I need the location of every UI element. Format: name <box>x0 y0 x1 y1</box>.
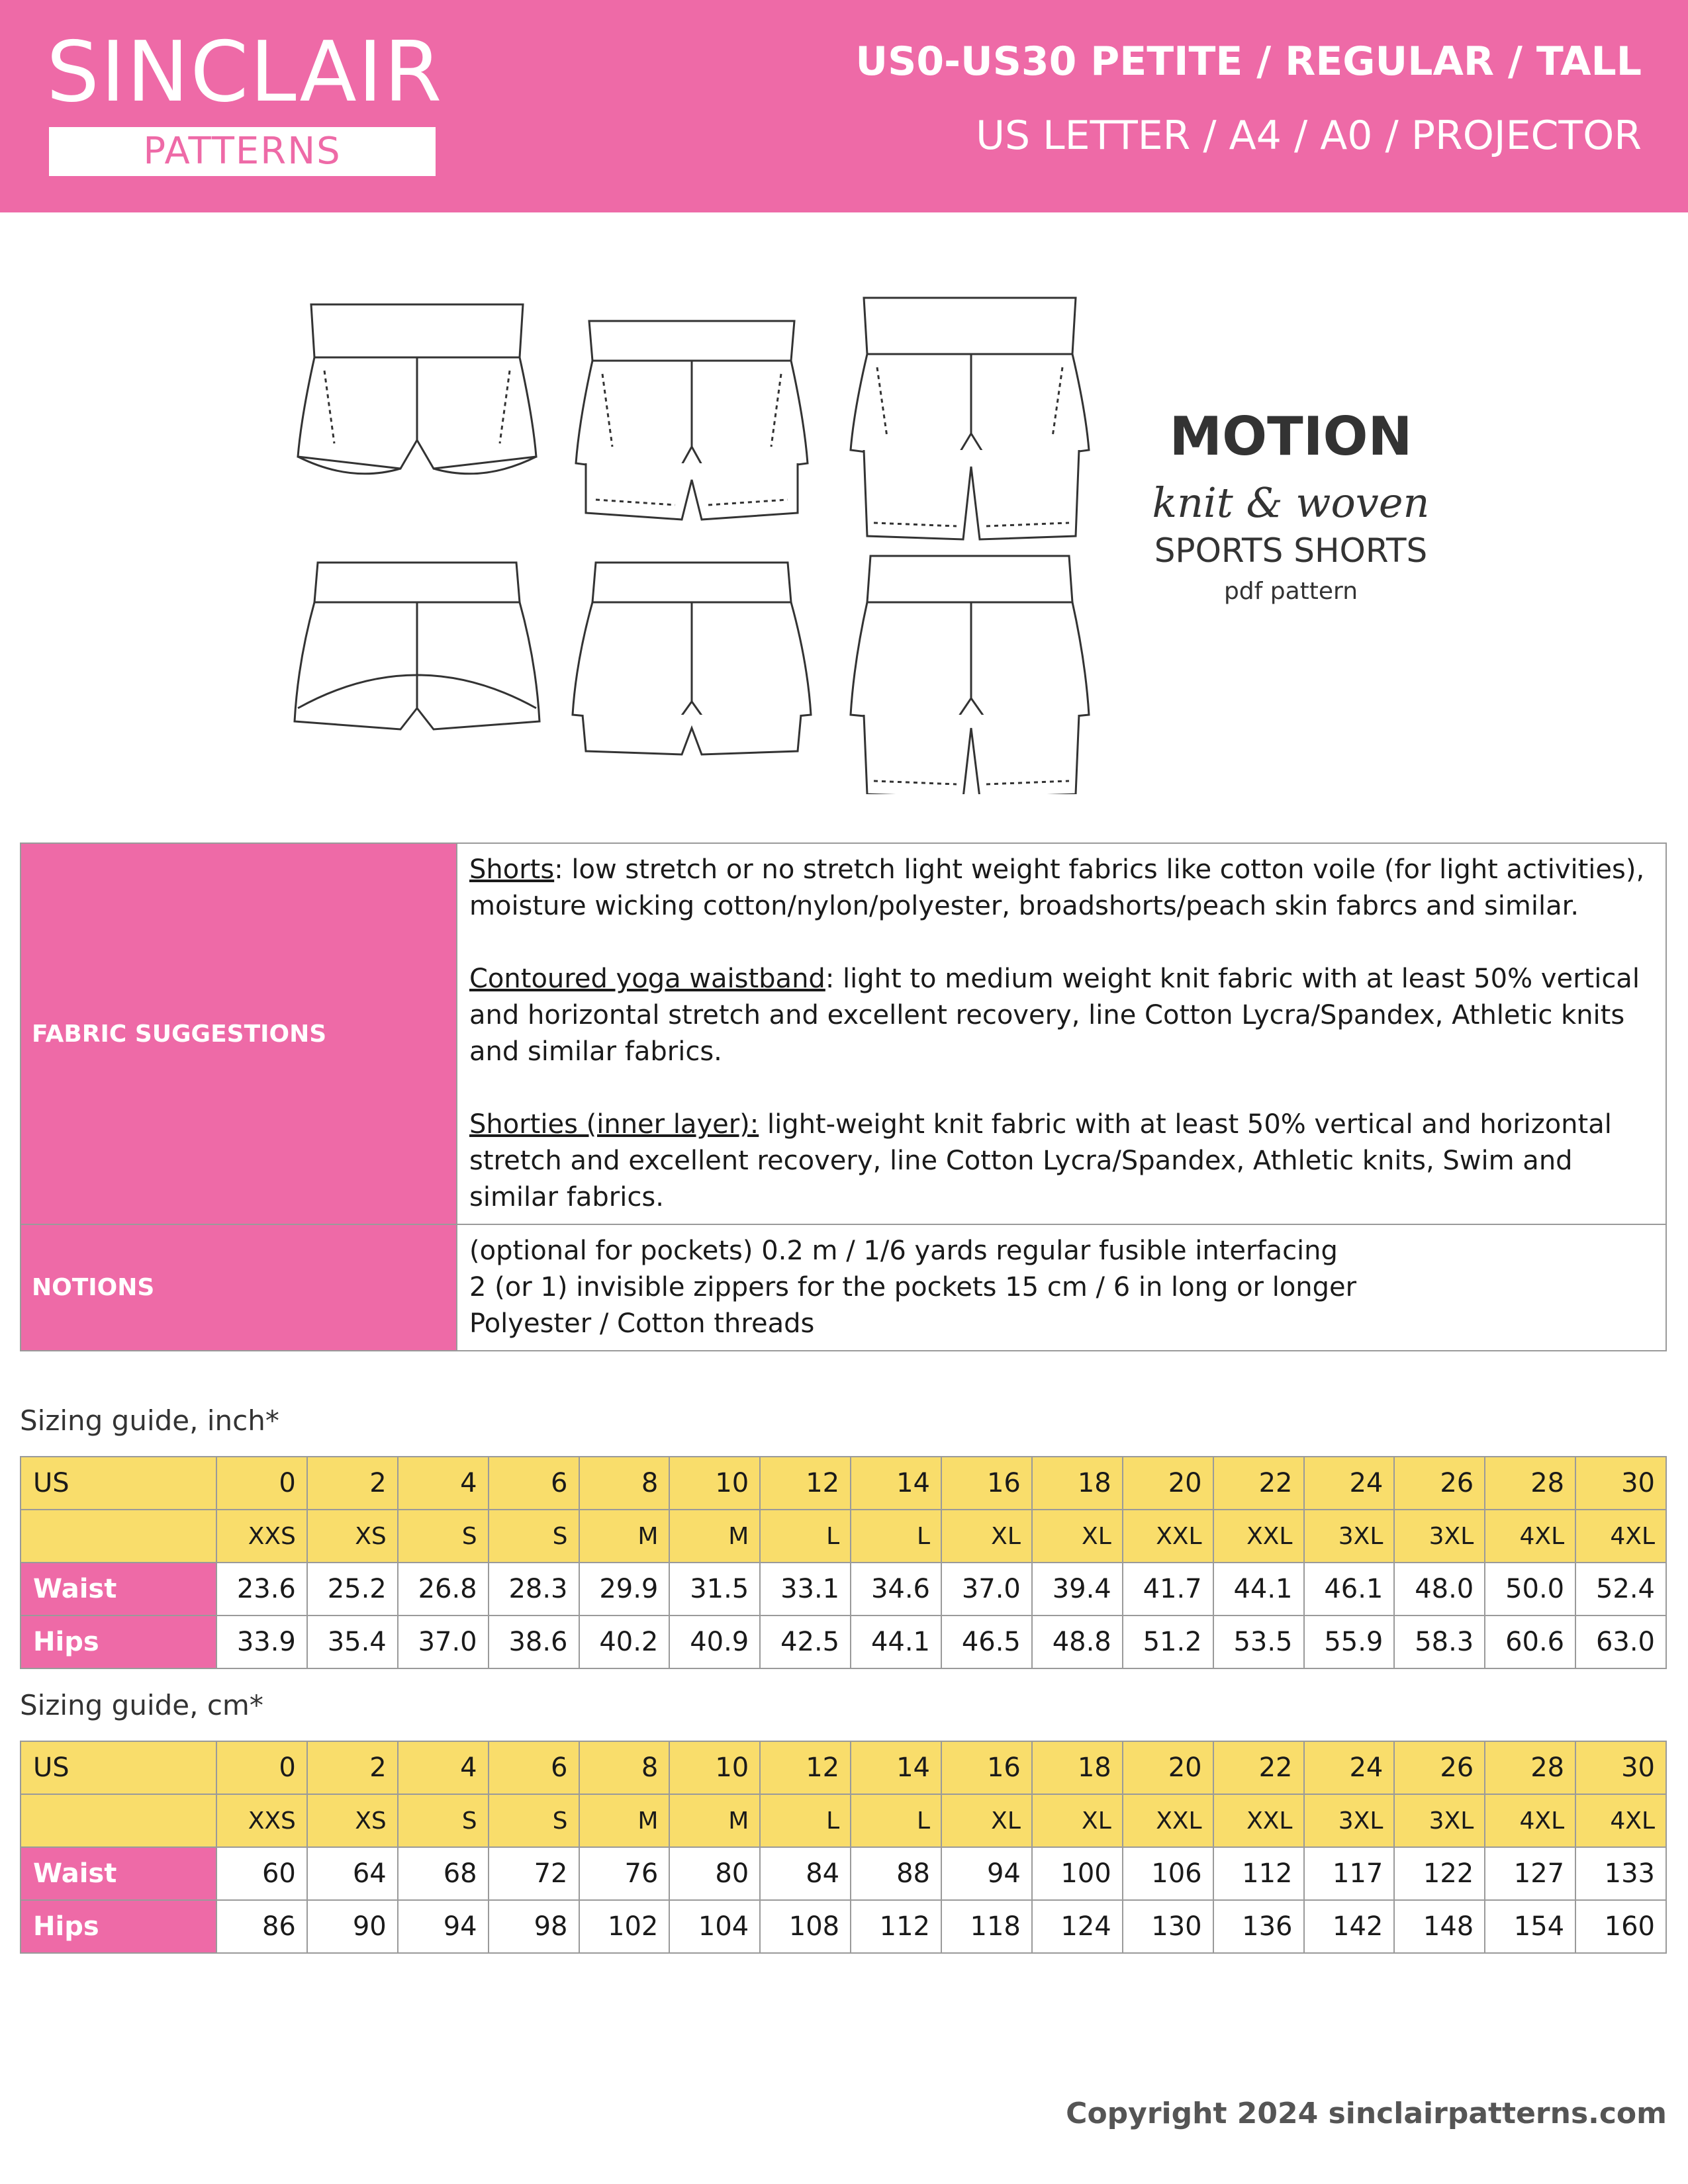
size-cell: 64 <box>307 1847 398 1900</box>
size-cell: 0 <box>216 1457 307 1510</box>
size-cell: 108 <box>760 1900 851 1953</box>
size-cell: 39.4 <box>1032 1563 1123 1615</box>
size-cell: 16 <box>941 1741 1032 1794</box>
size-letter-row <box>21 1510 1666 1563</box>
size-cell: 88 <box>851 1847 941 1900</box>
size-cell: 37.0 <box>398 1615 489 1668</box>
waistband-fabric: Contoured yoga waistband: light to medium weight knit fabric with at least 50% vertical and horizontal stretch and excellent recovery, line Cotton Lycra/Spandex, Athletic knits and similar fabrics. <box>469 964 1640 1067</box>
size-cell: 16 <box>941 1457 1032 1510</box>
size-cell: XS <box>307 1794 398 1847</box>
size-cell: 22 <box>1213 1457 1304 1510</box>
size-cell: 35.4 <box>307 1615 398 1668</box>
size-cell: 14 <box>851 1457 941 1510</box>
size-cell: 12 <box>760 1741 851 1794</box>
size-cell: 112 <box>851 1900 941 1953</box>
size-cell: 44.1 <box>851 1615 941 1668</box>
size-cell: 26.8 <box>398 1563 489 1615</box>
size-cell: 25.2 <box>307 1563 398 1615</box>
size-letter-row <box>21 1794 1666 1847</box>
fabric-row <box>21 843 1666 1224</box>
size-us-row <box>21 1457 1666 1510</box>
brand-name: SINCLAIR <box>46 23 444 120</box>
size-cell: 24 <box>1304 1457 1395 1510</box>
size-cell: 148 <box>1394 1900 1485 1953</box>
size-cell: L <box>760 1794 851 1847</box>
size-cell: 10 <box>669 1457 760 1510</box>
size-cell: 94 <box>941 1847 1032 1900</box>
sizing-inch-table <box>20 1456 1667 1669</box>
size-cell: S <box>398 1510 489 1563</box>
size-cell: 20 <box>1123 1457 1213 1510</box>
size-cell: 160 <box>1575 1900 1666 1953</box>
sketch-front-shorts <box>298 304 536 474</box>
size-cell: 10 <box>669 1741 760 1794</box>
sketch-front-shorts-shorties <box>576 321 808 520</box>
size-cell: 44.1 <box>1213 1563 1304 1615</box>
size-cell: 3XL <box>1304 1510 1395 1563</box>
size-cell: 46.1 <box>1304 1563 1395 1615</box>
hips-label: Hips <box>21 1900 216 1953</box>
size-cell: 2 <box>307 1457 398 1510</box>
size-cell: 33.9 <box>216 1615 307 1668</box>
size-cell: 18 <box>1032 1457 1123 1510</box>
size-cell: 28.3 <box>489 1563 579 1615</box>
size-cell: 63.0 <box>1575 1615 1666 1668</box>
size-cell: 104 <box>669 1900 760 1953</box>
fabric-suggestions-label: FABRIC SUGGESTIONS <box>21 843 457 1224</box>
size-cell: 118 <box>941 1900 1032 1953</box>
size-cell: 31.5 <box>669 1563 760 1615</box>
notions-label: NOTIONS <box>21 1224 457 1351</box>
size-cell: 48.0 <box>1394 1563 1485 1615</box>
shorts-fabric: Shorts: low stretch or no stretch light weight fabrics like cotton voile (for light activities), moisture wicking cotton/nylon/polyester, broadshorts/peach skin fabrcs and similar. <box>469 854 1645 921</box>
us-label: US <box>21 1457 216 1510</box>
sizing-cm-caption: Sizing guide, cm* <box>20 1689 263 1721</box>
size-cell: 12 <box>760 1457 851 1510</box>
header-banner <box>0 0 1688 212</box>
notion-item: Polyester / Cotton threads <box>469 1308 815 1339</box>
copyright: Copyright 2024 sinclairpatterns.com <box>1066 2097 1667 2130</box>
size-cell: 8 <box>579 1741 670 1794</box>
fabric-notions-table <box>20 842 1667 1351</box>
size-cell: 2 <box>307 1741 398 1794</box>
us-label: US <box>21 1741 216 1794</box>
size-cell: 30 <box>1575 1457 1666 1510</box>
size-cell: 28 <box>1485 1741 1575 1794</box>
size-cell: 4 <box>398 1457 489 1510</box>
size-cell: 23.6 <box>216 1563 307 1615</box>
hips-row <box>21 1900 1666 1953</box>
size-cell: M <box>579 1510 670 1563</box>
size-cell: 4XL <box>1575 1510 1666 1563</box>
brand-subtitle: PATTERNS <box>49 127 436 176</box>
size-cell: M <box>669 1794 760 1847</box>
pattern-garment-type: SPORTS SHORTS <box>1154 531 1428 570</box>
size-cell: XL <box>941 1794 1032 1847</box>
size-cell: 84 <box>760 1847 851 1900</box>
size-cell: 4XL <box>1485 1510 1575 1563</box>
size-cell: 40.9 <box>669 1615 760 1668</box>
size-cell: 102 <box>579 1900 670 1953</box>
size-cell: 55.9 <box>1304 1615 1395 1668</box>
size-cell: 52.4 <box>1575 1563 1666 1615</box>
size-cell: 26 <box>1394 1741 1485 1794</box>
notion-item: (optional for pockets) 0.2 m / 1/6 yards regular fusible interfacing <box>469 1236 1338 1266</box>
size-cell: 41.7 <box>1123 1563 1213 1615</box>
size-cell: 106 <box>1123 1847 1213 1900</box>
waist-row <box>21 1847 1666 1900</box>
size-cell: 3XL <box>1394 1510 1485 1563</box>
waist-row <box>21 1563 1666 1615</box>
size-cell: 18 <box>1032 1741 1123 1794</box>
size-cell: 30 <box>1575 1741 1666 1794</box>
size-cell: S <box>398 1794 489 1847</box>
size-cell: 72 <box>489 1847 579 1900</box>
size-cell: 86 <box>216 1900 307 1953</box>
size-cell: XL <box>1032 1510 1123 1563</box>
waist-label: Waist <box>21 1847 216 1900</box>
size-cell: 33.1 <box>760 1563 851 1615</box>
size-cell: L <box>851 1794 941 1847</box>
size-cell: 60 <box>216 1847 307 1900</box>
size-cell: 22 <box>1213 1741 1304 1794</box>
size-cell: 154 <box>1485 1900 1575 1953</box>
size-cell: 98 <box>489 1900 579 1953</box>
size-cell: 28 <box>1485 1457 1575 1510</box>
size-cell: 34.6 <box>851 1563 941 1615</box>
fabric-suggestions-text <box>457 843 1666 1224</box>
notions-text <box>457 1224 1666 1351</box>
sizing-inch-caption: Sizing guide, inch* <box>20 1404 279 1437</box>
size-cell: 122 <box>1394 1847 1485 1900</box>
size-cell: 0 <box>216 1741 307 1794</box>
size-cell: 100 <box>1032 1847 1123 1900</box>
brand-logo <box>46 23 444 173</box>
size-cell: XXL <box>1123 1794 1213 1847</box>
size-cell: 6 <box>489 1741 579 1794</box>
size-cell: 14 <box>851 1741 941 1794</box>
size-cell: S <box>489 1510 579 1563</box>
waist-label: Waist <box>21 1563 216 1615</box>
size-cell: 127 <box>1485 1847 1575 1900</box>
size-cell: 117 <box>1304 1847 1395 1900</box>
sketch-back-shorts-shorties <box>573 563 811 754</box>
size-cell: 48.8 <box>1032 1615 1123 1668</box>
size-cell: XXL <box>1213 1510 1304 1563</box>
size-cell: XXL <box>1123 1510 1213 1563</box>
size-cell: 60.6 <box>1485 1615 1575 1668</box>
size-cell: 112 <box>1213 1847 1304 1900</box>
size-cell: XL <box>1032 1794 1123 1847</box>
hips-label: Hips <box>21 1615 216 1668</box>
size-cell: 4XL <box>1485 1794 1575 1847</box>
size-cell: 4 <box>398 1741 489 1794</box>
size-cell: 58.3 <box>1394 1615 1485 1668</box>
shorts-technical-drawings <box>285 291 1185 794</box>
size-cell: 50.0 <box>1485 1563 1575 1615</box>
sketch-front-long-shorties <box>851 298 1089 539</box>
size-cell: 3XL <box>1394 1794 1485 1847</box>
letter-label <box>21 1510 216 1563</box>
notions-row <box>21 1224 1666 1351</box>
hips-row <box>21 1615 1666 1668</box>
size-cell: 94 <box>398 1900 489 1953</box>
size-cell: 3XL <box>1304 1794 1395 1847</box>
pattern-fabric-type: knit & woven <box>1152 478 1430 527</box>
sketch-back-long-shorties <box>851 556 1089 794</box>
size-cell: 80 <box>669 1847 760 1900</box>
size-cell: 130 <box>1123 1900 1213 1953</box>
size-cell: XXS <box>216 1510 307 1563</box>
size-cell: 37.0 <box>941 1563 1032 1615</box>
size-cell: 40.2 <box>579 1615 670 1668</box>
pattern-format: pdf pattern <box>1223 578 1358 605</box>
size-cell: 42.5 <box>760 1615 851 1668</box>
sizing-cm-table <box>20 1741 1667 1954</box>
size-range: US0-US30 PETITE / REGULAR / TALL <box>855 38 1642 85</box>
sketch-back-shorts <box>295 563 539 729</box>
size-cell: 51.2 <box>1123 1615 1213 1668</box>
size-cell: 8 <box>579 1457 670 1510</box>
size-cell: 20 <box>1123 1741 1213 1794</box>
size-cell: XL <box>941 1510 1032 1563</box>
pattern-title-block <box>1125 404 1456 612</box>
size-cell: S <box>489 1794 579 1847</box>
pattern-name: MOTION <box>1169 406 1413 467</box>
size-cell: 90 <box>307 1900 398 1953</box>
size-cell: 53.5 <box>1213 1615 1304 1668</box>
size-cell: 38.6 <box>489 1615 579 1668</box>
size-cell: 4XL <box>1575 1794 1666 1847</box>
size-cell: 6 <box>489 1457 579 1510</box>
shorties-fabric: Shorties (inner layer): light-weight knit fabric with at least 50% vertical and horizontal stretch and excellent recovery, line Cotton Lycra/Spandex, Athletic knits, Swim and similar fabrics. <box>469 1109 1612 1212</box>
notion-item: 2 (or 1) invisible zippers for the pockets 15 cm / 6 in long or longer <box>469 1272 1357 1302</box>
size-cell: 124 <box>1032 1900 1123 1953</box>
size-cell: 68 <box>398 1847 489 1900</box>
size-cell: L <box>851 1510 941 1563</box>
size-cell: L <box>760 1510 851 1563</box>
size-cell: M <box>669 1510 760 1563</box>
letter-label <box>21 1794 216 1847</box>
size-cell: XXL <box>1213 1794 1304 1847</box>
size-cell: 142 <box>1304 1900 1395 1953</box>
size-cell: M <box>579 1794 670 1847</box>
size-cell: 136 <box>1213 1900 1304 1953</box>
size-cell: 29.9 <box>579 1563 670 1615</box>
print-formats: US LETTER / A4 / A0 / PROJECTOR <box>976 113 1642 159</box>
size-cell: 26 <box>1394 1457 1485 1510</box>
size-cell: 133 <box>1575 1847 1666 1900</box>
size-cell: 24 <box>1304 1741 1395 1794</box>
size-cell: XXS <box>216 1794 307 1847</box>
size-cell: XS <box>307 1510 398 1563</box>
size-cell: 46.5 <box>941 1615 1032 1668</box>
size-cell: 76 <box>579 1847 670 1900</box>
size-us-row <box>21 1741 1666 1794</box>
